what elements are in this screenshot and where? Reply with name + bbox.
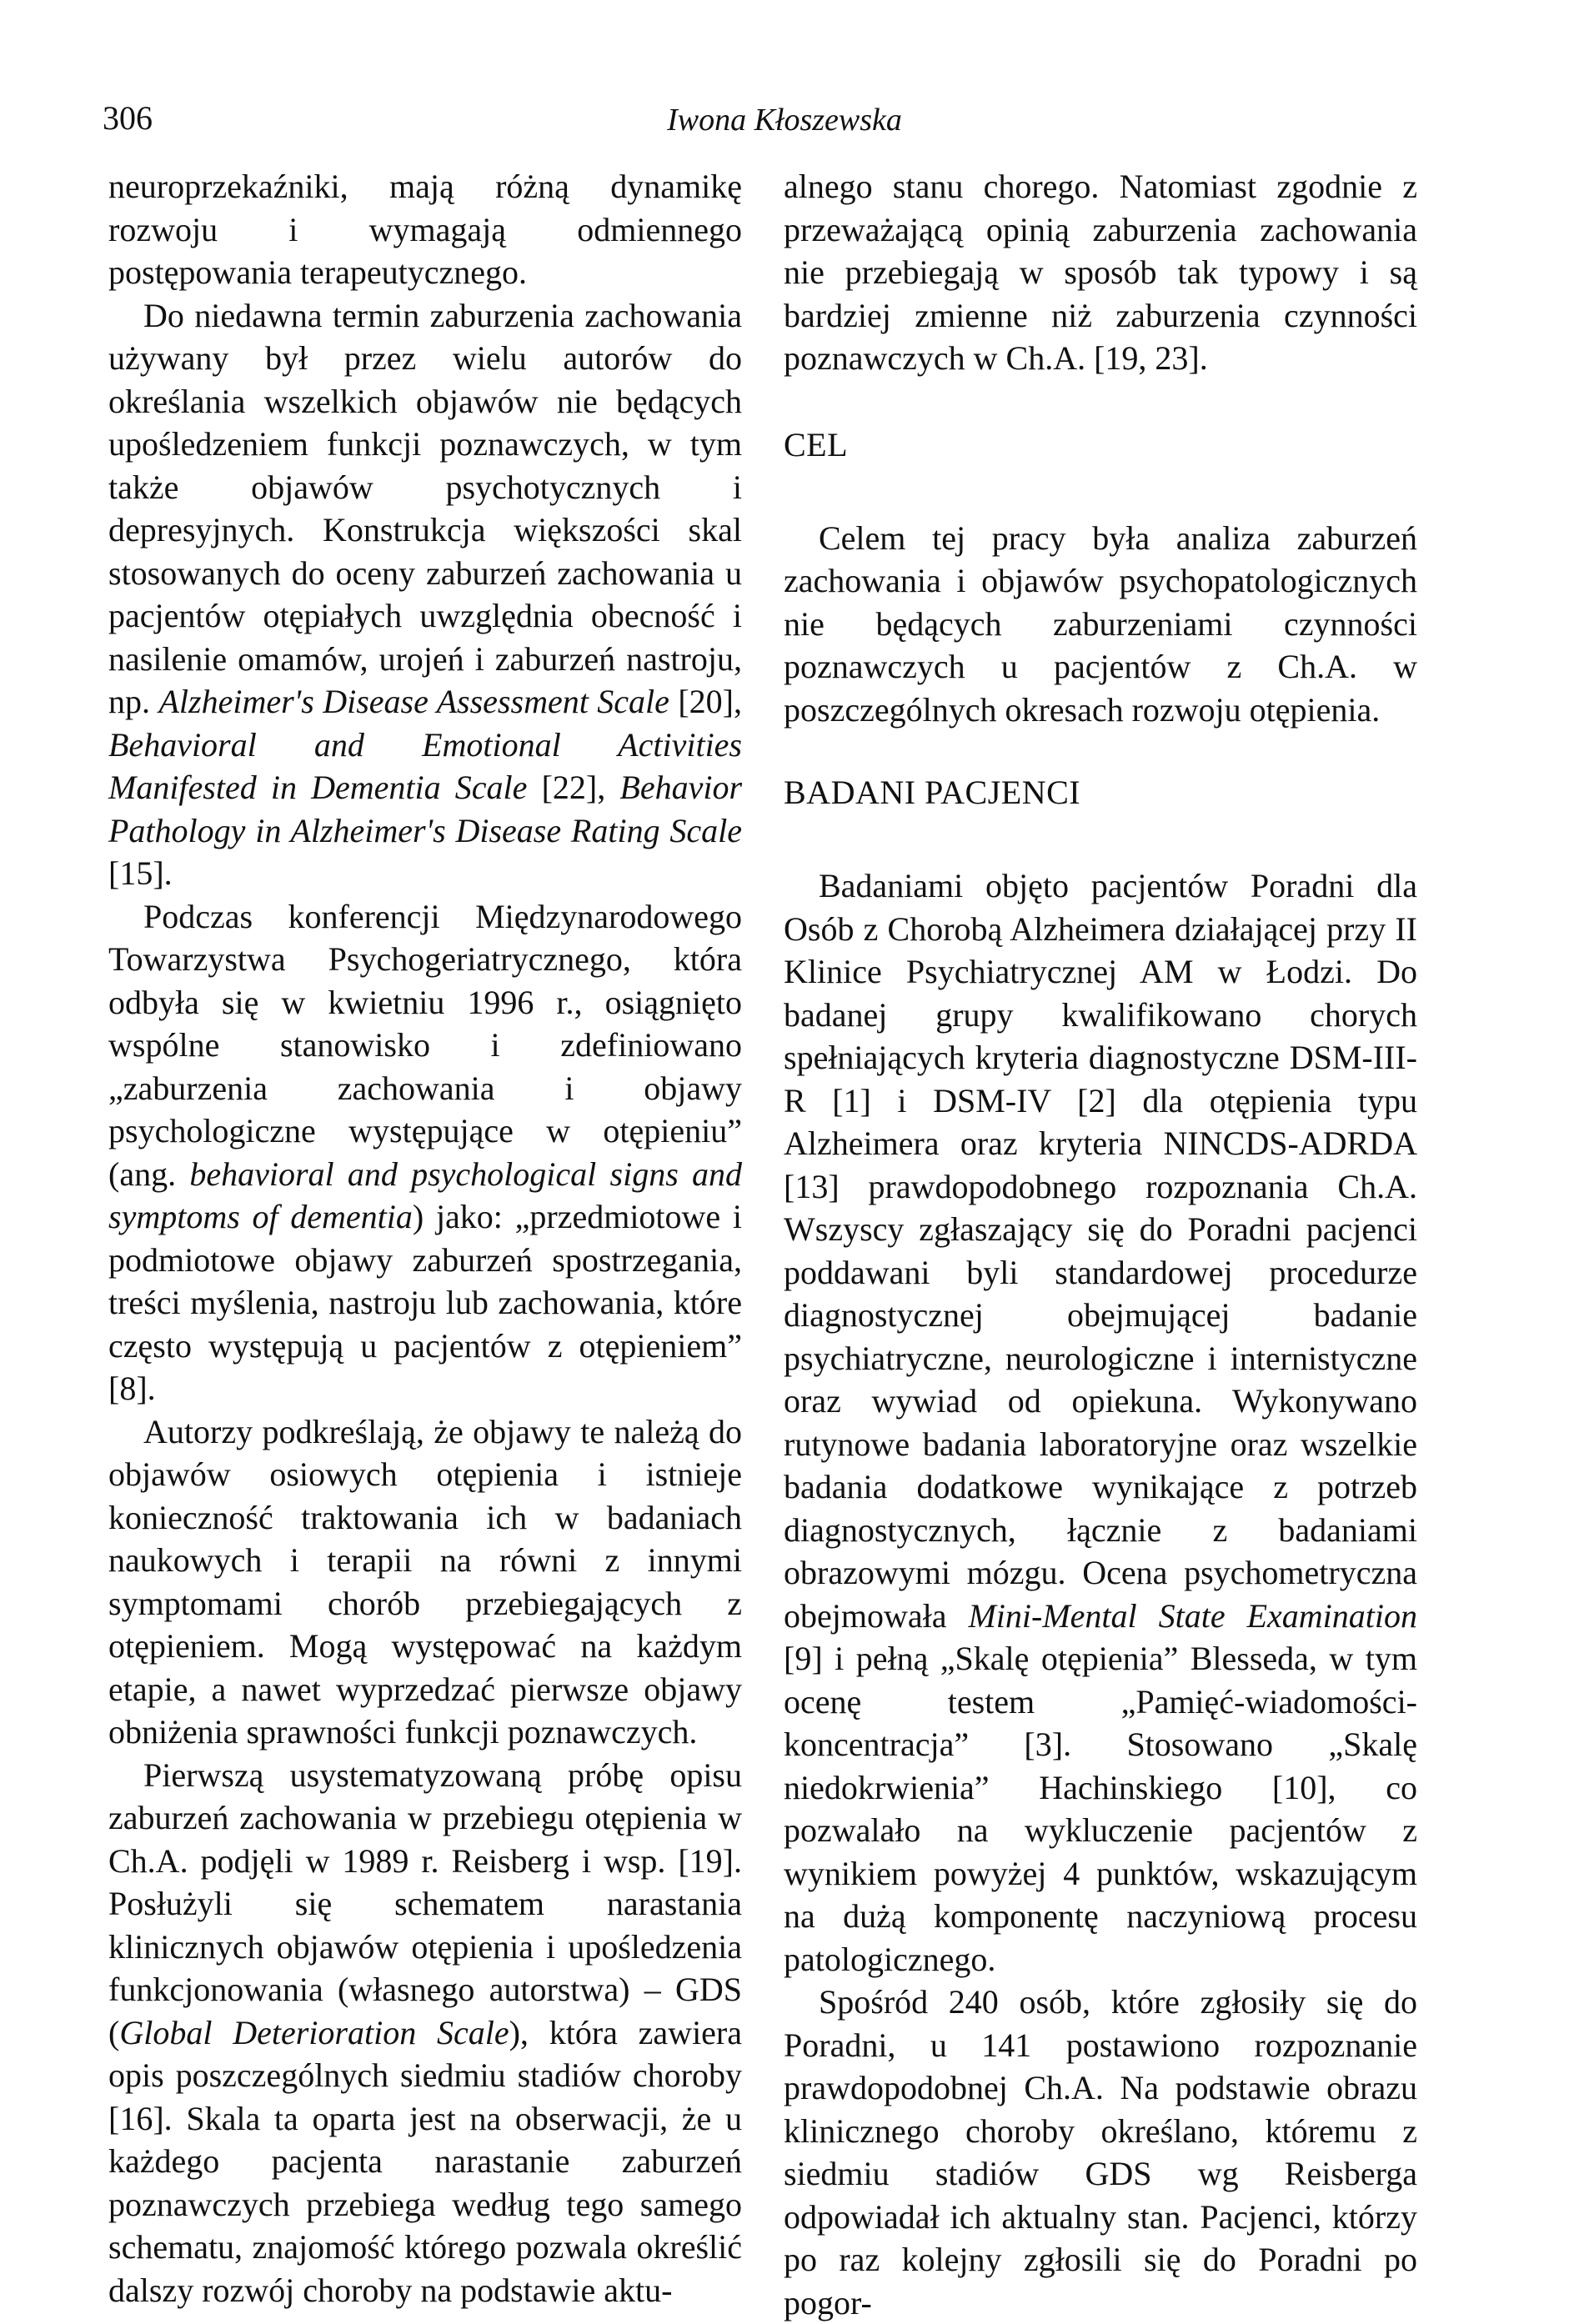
paragraph: Do niedawna termin zaburzenia zachowania używany był przez wielu autorów do określania wszelkich objawów nie będących upośledzeniem funkcji poznawczych, w tym także objawów psychotycznych i depresyjnych. Konstrukcja większości skal stosowanych do oceny zaburzeń zachowania u pacjentów otępiałych uwzględnia obecność i nasilenie omamów, urojeń i zaburzeń nastroju, np. Alzheimer's Disease Assessment Scale [20], Behavioral and Emotional Activities Manifested in Dementia Scale [22], Behavior Pathology in Alzheimer's Disease Rating Scale [15]. bbox=[108, 296, 743, 892]
scale-name: Mini-Mental State Examination bbox=[968, 1596, 1417, 1635]
paragraph: neuroprzekaźniki, mają różną dynamikę rozwoju i wymagają odmiennego postępowania terapeutycznego. bbox=[108, 168, 742, 291]
english-term: Global Deterioration Scale bbox=[119, 2013, 509, 2051]
section-heading-cel: CEL bbox=[784, 425, 849, 463]
paragraph: Autorzy podkreślają, że objawy te należą do objawów osiowych otępienia i istnieje konieczność traktowania ich w badaniach naukowych i terapii na równi z innymi symptomami chorób przebiegających z otępieniem. Mogą występować na każdym etapie, a nawet wyprzedzać pierwsze objawy obniżenia sprawności funkcji poznawczych. bbox=[108, 1412, 742, 1751]
scale-name: Behavior Pathology in Alzheimer's Disease Rating Scale bbox=[108, 769, 743, 849]
paragraph: Celem tej pracy była analiza zaburzeń zachowania i objawów psychopatologicznych nie będących zaburzeniami czynności poznawczych u pacjentów z Ch.A. w poszczególnych okresach rozwoju otępienia. bbox=[784, 518, 1417, 729]
right-column bbox=[784, 165, 1417, 2324]
paragraph: Pierwszą usystematyzowaną próbę opisu zaburzeń zachowania w przebiegu otępienia w Ch.A. podjęli w 1989 r. Reisberg i wsp. [19]. Posłużyli się schematem narastania klinicznych objawów otępienia i upośledzenia funkcjonowania (własnego autorstwa) – GDS (Global Deterioration Scale), która zawiera opis poszczególnych siedmiu stadiów choroby [16]. Skala ta oparta jest na obserwacji, że u każdego pacjenta narastanie zaburzeń poznawczych przebiega według tego samego schematu, znajomość którego pozwala określić dalszy rozwój choroby na podstawie aktu- bbox=[108, 1756, 743, 2309]
running-title: Iwona Kłoszewska bbox=[667, 103, 902, 138]
page-number: 306 bbox=[103, 99, 153, 137]
scale-name: Behavioral and Emotional Activities Manifested in Dementia Scale bbox=[108, 725, 742, 806]
paragraph: Badaniami objęto pacjentów Poradni dla Osób z Chorobą Alzheimera działającej przy II Klinice Psychiatrycznej AM w Łodzi. Do badanej grupy kwalifikowano chorych spełniających kryteria diagnostyczne DSM-III-R [1] i DSM-IV [2] dla otępienia typu Alzheimera oraz kryteria NINCDS-ADRDA [13] prawdopodobnego rozpoznania Ch.A. Wszyscy zgłaszający się do Poradni pacjenci poddawani byli standardowej procedurze diagnostycznej obejmującej badanie psychiatryczne, neurologiczne i internistyczne oraz wywiad od opiekuna. Wykonywano rutynowe badania laboratoryjne oraz wszelkie badania dodatkowe wynikające z potrzeb diagnostycznych, łącznie z badaniami obrazowymi mózgu. Ocena psychometryczna obejmowała Mini-Mental State Examination [9] i pełną „Skalę otępienia” Blesseda, w tym ocenę testem „Pamięć-wiadomości-koncentracja” [3]. Stosowano „Skalę niedokrwienia” Hachinskiego [10], co pozwalało na wykluczenie pacjentów z wynikiem powyżej 4 punktów, wskazującym na dużą komponentę naczyniową procesu patologicznego. bbox=[784, 867, 1417, 1978]
left-column bbox=[108, 165, 742, 2311]
paragraph: Spośród 240 osób, które zgłosiły się do Poradni, u 141 postawiono rozpoznanie prawdopodobnej Ch.A. Na podstawie obrazu klinicznego choroby określano, któremu z siedmiu stadiów GDS wg Reisberga odpowiadał ich aktualny stan. Pacjenci, którzy po raz kolejny zgłosili się do Poradni po pogor- bbox=[784, 1983, 1417, 2321]
english-term: behavioral and psychological signs and symptoms of dementia bbox=[108, 1154, 743, 1235]
section-heading-badani-pacjenci: BADANI PACJENCI bbox=[784, 774, 1081, 811]
paragraph: alnego stanu chorego. Natomiast zgodnie z przeważającą opinią zaburzenia zachowania nie przebiegają w sposób tak typowy i są bardziej zmienne niż zaburzenia czynności poznawczych w Ch.A. [19, 23]. bbox=[784, 168, 1417, 377]
paragraph: Podczas konferencji Międzynarodowego Towarzystwa Psychogeriatrycznego, która odbyła się w kwietniu 1996 r., osiągnięto wspólne stanowisko i zdefiniowano „zaburzenia zachowania i objawy psychologiczne występujące w otępieniu” (ang. behavioral and psychological signs and symptoms of dementia) jako: „przedmiotowe i podmiotowe objawy zaburzeń spostrzegania, treści myślenia, nastroju lub zachowania, które często występują u pacjentów z otępieniem” [8]. bbox=[108, 897, 743, 1407]
scale-name: Alzheimer's Disease Assessment Scale bbox=[158, 683, 669, 720]
